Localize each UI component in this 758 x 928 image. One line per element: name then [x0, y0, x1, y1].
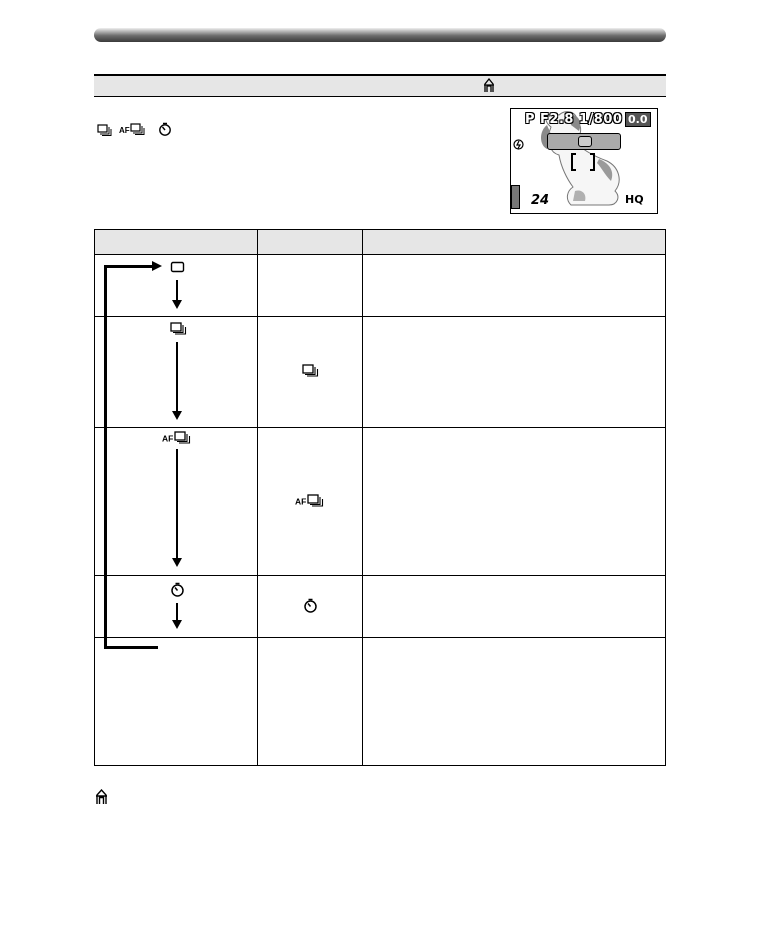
settings-reference-icon — [483, 78, 495, 93]
header-bar — [94, 28, 666, 42]
sequential-indicator-icon — [302, 364, 319, 377]
flow-arrowhead — [172, 558, 182, 567]
memory-gauge — [511, 185, 520, 209]
cycle-top-arrowhead — [152, 261, 162, 271]
flash-off-icon — [513, 139, 524, 150]
drive-mode-indicator — [547, 133, 621, 150]
self-timer-indicator-icon — [303, 598, 318, 614]
table-row — [368, 322, 658, 422]
sequential-icon — [170, 322, 187, 335]
cycle-top-line — [104, 265, 154, 268]
section-header — [94, 74, 666, 97]
record-quality: HQ — [625, 193, 644, 206]
svg-text:AF: AF — [119, 126, 130, 135]
lcd-preview — [510, 108, 658, 214]
frames-remaining: 24 — [531, 193, 550, 208]
flow-arrow — [176, 449, 178, 559]
flow-arrowhead — [172, 411, 182, 420]
sequential-icon — [97, 124, 112, 136]
svg-text:AF: AF — [162, 433, 174, 444]
table-row — [368, 262, 658, 310]
flow-arrowhead — [172, 620, 182, 629]
table-row — [368, 581, 658, 631]
row-divider — [94, 575, 666, 576]
cycle-return-line — [104, 265, 107, 649]
cycle-bottom-line — [104, 646, 158, 649]
flow-arrow — [176, 603, 178, 621]
af-sequential-icon — [162, 431, 192, 445]
column-divider — [362, 229, 363, 766]
af-target-mark — [571, 153, 595, 171]
row-divider — [94, 637, 666, 638]
table-header — [94, 229, 666, 255]
flow-arrow — [176, 342, 178, 412]
self-timer-icon — [170, 582, 185, 598]
exposure-readout: P F2.8 1/800 — [525, 112, 623, 127]
svg-text:AF: AF — [295, 496, 307, 507]
table-row — [368, 433, 658, 569]
flow-arrow — [176, 280, 178, 300]
self-timer-icon — [158, 122, 172, 137]
af-sequential-icon — [119, 123, 147, 136]
af-sequential-indicator-icon — [295, 494, 325, 508]
row-divider — [94, 427, 666, 428]
single-frame-icon — [170, 261, 185, 273]
table-row — [368, 643, 658, 759]
note-icon — [95, 789, 108, 805]
exposure-compensation: 0.0 — [625, 112, 651, 127]
intro-icon-row — [94, 122, 194, 138]
row-divider — [94, 316, 666, 317]
flow-arrowhead — [172, 300, 182, 309]
column-divider — [257, 229, 258, 766]
